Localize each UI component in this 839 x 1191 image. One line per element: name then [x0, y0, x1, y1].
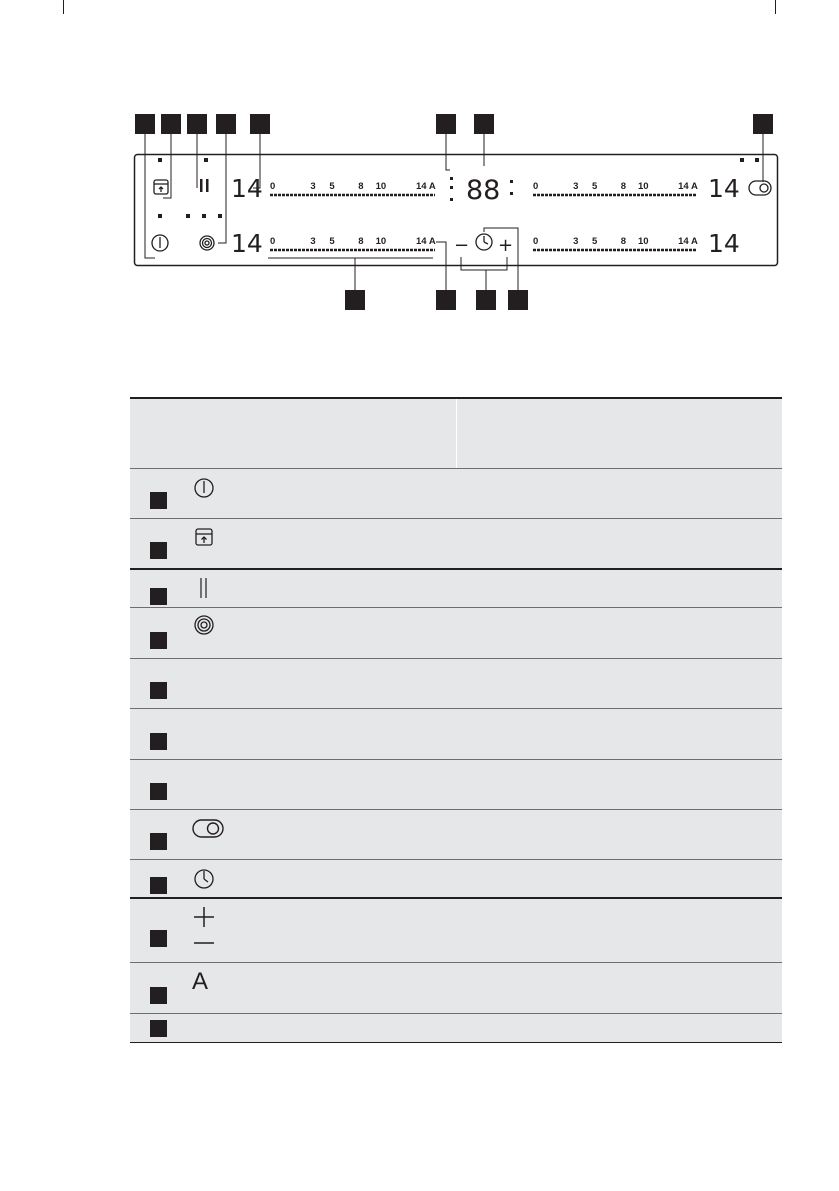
callout-marker [476, 290, 496, 310]
slider-tick-label: 14 A [678, 236, 698, 247]
bridge-symbol-icon [192, 817, 224, 841]
slider-tick-label: 10 [637, 181, 649, 192]
slider-tick-label: 14 A [416, 181, 436, 192]
letter-a-symbol-icon: A [192, 968, 209, 995]
callout-marker [187, 114, 207, 134]
row-marker [150, 987, 167, 1004]
timer-display: 88 [466, 175, 501, 206]
callout-marker [135, 114, 155, 134]
booster-icon[interactable] [200, 236, 214, 250]
slider-tick-label: 8 [620, 236, 627, 247]
slider-tick-label: 8 [358, 181, 364, 192]
row-marker [150, 492, 167, 509]
row-marker [150, 682, 167, 699]
slider-tick-label: 3 [310, 181, 316, 192]
table-body [130, 468, 782, 1043]
callout-marker [345, 290, 365, 310]
leader-lines [145, 134, 763, 290]
slider-tick-label: 3 [573, 181, 579, 192]
slider-tick-label: 8 [620, 181, 627, 192]
slider-tick-label: 10 [375, 181, 387, 192]
power-slider-bottom-right[interactable] [533, 236, 698, 250]
power-slider-top-right[interactable] [533, 181, 698, 195]
bottom-left-level-display: 14 [231, 229, 263, 258]
table-row [130, 708, 782, 759]
slider-tick-label: 3 [310, 236, 316, 247]
row-marker [150, 877, 167, 894]
timer-plus-label[interactable]: + [498, 235, 514, 256]
callout-marker [753, 114, 773, 134]
table-row [130, 658, 782, 708]
timer-icon[interactable] [476, 234, 492, 250]
table-row [130, 809, 782, 859]
top-right-level-display: 14 [708, 174, 740, 203]
callout-marker [250, 114, 270, 134]
power-slider-top-left[interactable] [270, 181, 436, 195]
slider-tick-label: 5 [329, 236, 335, 247]
slider-tick-label: 14 A [416, 236, 436, 247]
row-marker [150, 733, 167, 750]
slider-tick-label: 0 [270, 236, 276, 247]
table-row [130, 759, 782, 809]
pause-icon[interactable] [200, 179, 209, 192]
slider-tick-label: 10 [637, 236, 649, 247]
top-left-level-display: 14 [231, 174, 263, 203]
callout-marker [436, 114, 456, 134]
row-marker [150, 588, 167, 605]
table-row [130, 518, 782, 568]
table-row [130, 568, 782, 607]
row-marker [150, 833, 167, 850]
slider-tick-label: 8 [358, 236, 364, 247]
pause-symbol-icon [192, 577, 216, 601]
table-row [130, 962, 782, 1013]
row-marker [150, 783, 167, 800]
lock-symbol-icon [192, 526, 216, 550]
symbol-table [130, 397, 782, 1043]
power-slider-bottom-left[interactable] [270, 236, 436, 250]
booster-symbol-icon [192, 615, 216, 639]
table-row [130, 1013, 782, 1043]
table-header [130, 397, 782, 468]
slider-tick-label: 0 [270, 181, 276, 192]
table-row [130, 607, 782, 658]
callout-marker [216, 114, 236, 134]
timer-symbol-icon [192, 867, 216, 891]
table-row [130, 468, 782, 518]
timer-minus-label[interactable]: − [454, 235, 470, 256]
header-divider [456, 399, 457, 468]
callout-markers-bottom [345, 290, 528, 310]
table-row [130, 897, 782, 962]
row-marker [150, 1020, 167, 1037]
row-marker [150, 542, 167, 559]
callout-markers-top [135, 114, 773, 134]
slider-tick-label: 0 [533, 181, 539, 192]
bridge-icon[interactable] [749, 181, 771, 195]
table-row [130, 859, 782, 897]
row-marker [150, 632, 167, 649]
row-marker [150, 930, 167, 947]
bottom-right-level-display: 14 [708, 229, 740, 258]
callout-marker [474, 114, 494, 134]
plus-minus-symbol-icon [192, 905, 216, 953]
callout-marker [436, 290, 456, 310]
control-panel-diagram [0, 0, 839, 340]
slider-tick-label: 10 [375, 236, 387, 247]
slider-tick-label: 14 A [678, 181, 698, 192]
callout-marker [508, 290, 528, 310]
slider-tick-label: 5 [592, 236, 598, 247]
slider-tick-label: 5 [329, 181, 335, 192]
callout-marker [161, 114, 181, 134]
slider-tick-label: 0 [533, 236, 539, 247]
power-symbol-icon [192, 476, 216, 500]
lock-icon[interactable] [154, 180, 168, 194]
slider-tick-label: 5 [592, 181, 598, 192]
slider-tick-label: 3 [573, 236, 579, 247]
power-icon[interactable] [152, 235, 168, 251]
